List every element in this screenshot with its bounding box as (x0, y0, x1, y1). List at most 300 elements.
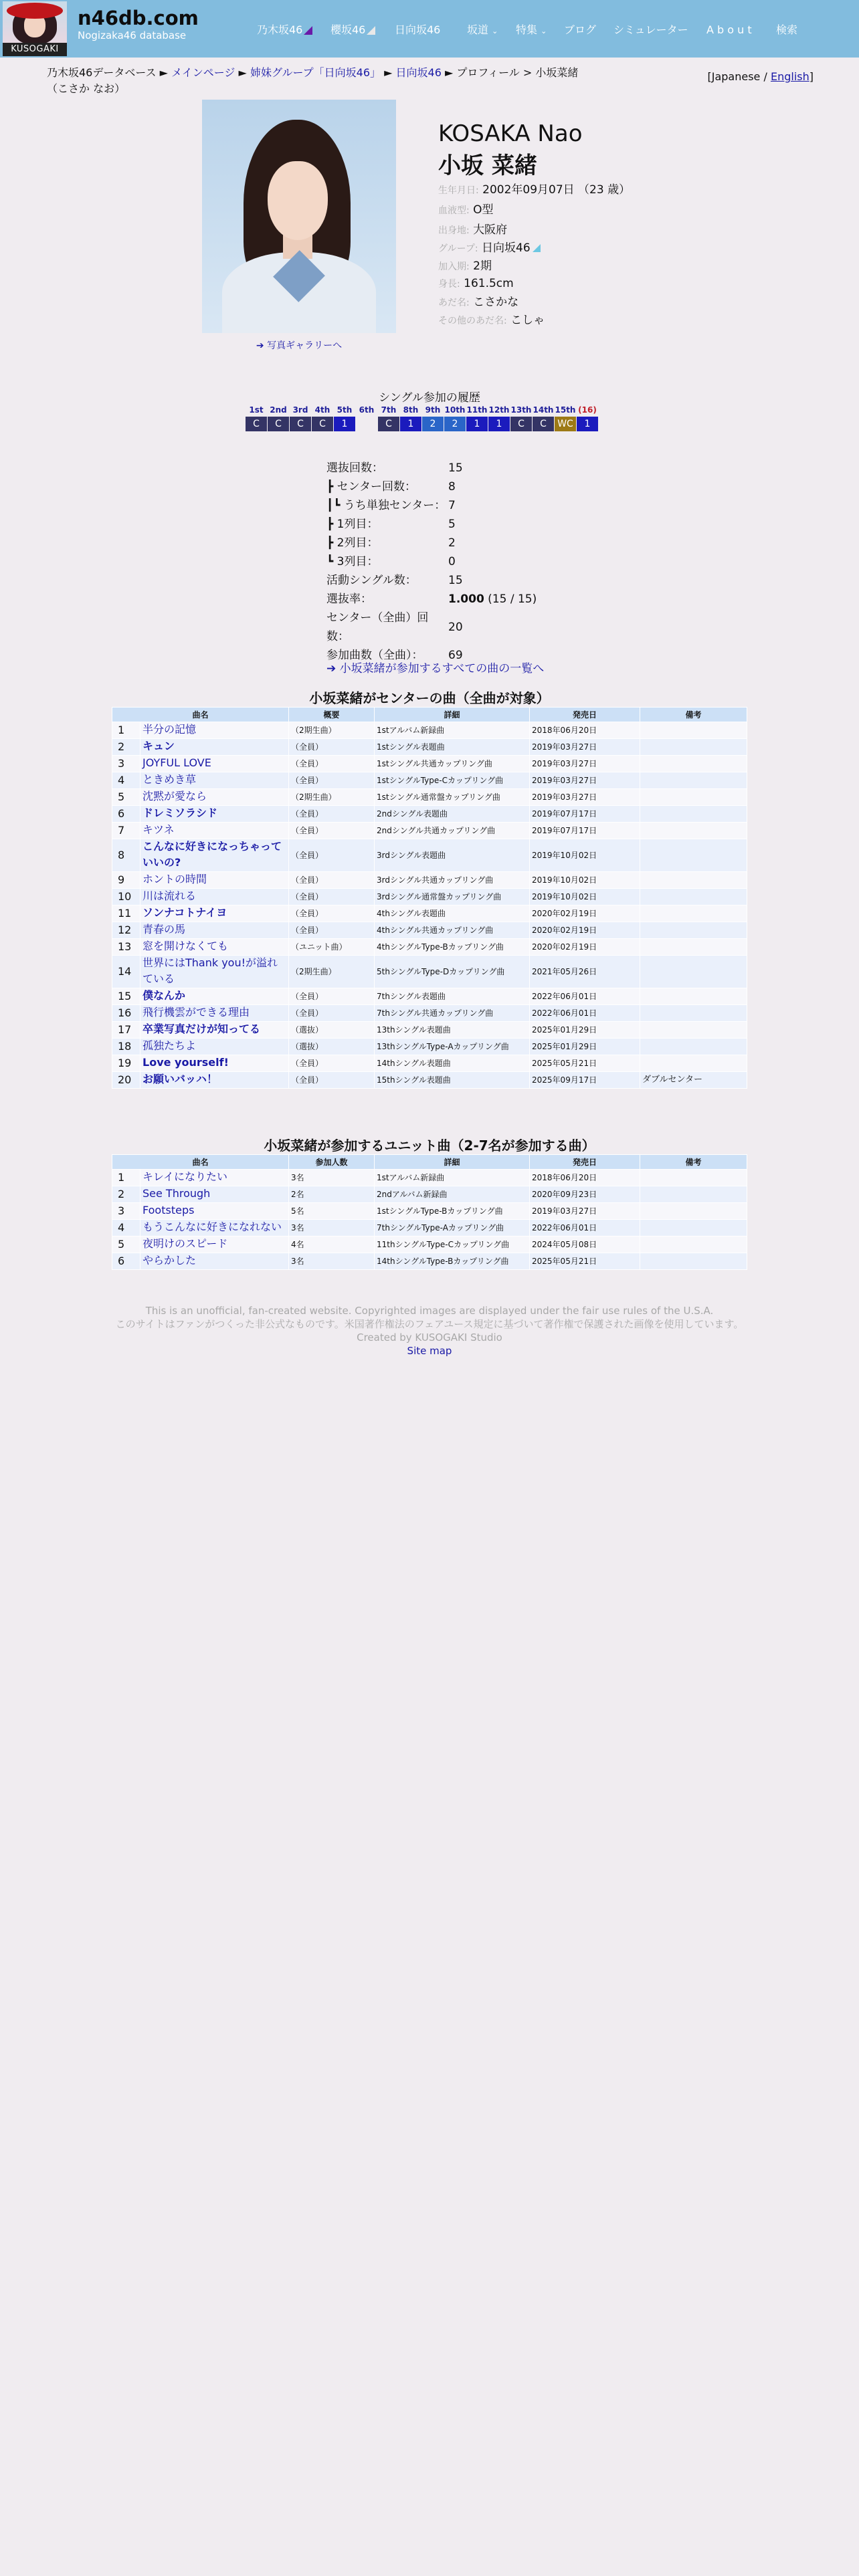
row-number: 20 (112, 1072, 140, 1089)
release-date: 2021年05月26日 (530, 956, 640, 988)
song-title-cell (140, 806, 289, 823)
release-date: 2020年02月19日 (530, 939, 640, 956)
song-title-link[interactable]: ときめき草 (142, 773, 197, 786)
breadcrumb-profile: プロフィール (456, 66, 520, 79)
member-count: 3名 (289, 1253, 375, 1270)
table-row (112, 722, 747, 739)
info-group (438, 240, 719, 257)
nav-features[interactable] (516, 23, 547, 37)
sitemap-link[interactable]: Site map (407, 1345, 452, 1357)
song-summary: （全員） (289, 905, 375, 922)
row-number: 10 (112, 889, 140, 905)
info-label: あだ名: (438, 298, 470, 308)
song-title-link[interactable]: 飛行機雲ができる理由 (142, 1006, 250, 1018)
song-detail: 3rdシングル表題曲 (375, 839, 530, 872)
column-header: 発売日 (530, 1155, 640, 1170)
song-note (640, 772, 747, 789)
single-header-cell[interactable]: 14th (533, 405, 554, 415)
single-position-cell[interactable]: C (533, 417, 554, 431)
info-value: こさかな (473, 296, 519, 309)
nav-label: 検索 (776, 23, 798, 36)
table-header-row (112, 1155, 747, 1170)
single-header-cell[interactable]: 1st (249, 405, 264, 415)
table-row (112, 789, 747, 806)
song-title-link[interactable]: もうこんなに好きになれない (142, 1220, 282, 1233)
member-count: 4名 (289, 1237, 375, 1253)
stat-label: センター（全曲）回数： (326, 611, 429, 643)
song-note: ダブルセンター (640, 1072, 747, 1089)
site-title[interactable]: n46db.com (78, 7, 199, 29)
triangle-icon (367, 26, 375, 35)
song-summary: （2期生曲） (289, 789, 375, 806)
song-title-cell (140, 789, 289, 806)
song-title-link[interactable]: キュン (142, 740, 175, 752)
stat-label: ┣ 2列目： (326, 536, 379, 550)
row-number: 1 (112, 722, 140, 739)
song-note (640, 1203, 747, 1220)
song-note (640, 889, 747, 905)
song-title-cell (140, 922, 289, 939)
footer-disclaimer-jp: このサイトはファンがつくった非公式なものです。米国著作権法のフェアユース規定に基づいて著作権で保護された画像を使用しています。 (115, 1318, 744, 1330)
info-value: こしゃ (510, 314, 545, 327)
single-position-cell[interactable]: 1 (577, 417, 598, 431)
song-summary: （2期生曲） (289, 956, 375, 988)
nav-hinatazaka[interactable] (395, 23, 440, 37)
song-detail: 13thシングルType-Aカップリング曲 (375, 1039, 530, 1055)
release-date: 2019年10月02日 (530, 839, 640, 872)
song-note (640, 756, 747, 772)
breadcrumb-separator: ► (238, 66, 247, 79)
info-blood-type (438, 202, 719, 219)
info-label: その他のあだ名: (438, 316, 507, 326)
unit-songs-table (112, 1154, 747, 1270)
nav-label: 特集 (516, 23, 538, 36)
song-title-link[interactable]: JOYFUL LOVE (142, 756, 211, 769)
info-label: グループ: (438, 243, 478, 254)
breadcrumb-sister-group[interactable]: 姉妹グループ「日向坂46」 (250, 66, 381, 79)
column-header: 詳細 (375, 1155, 530, 1170)
row-number: 19 (112, 1055, 140, 1072)
release-date: 2019年03月27日 (530, 739, 640, 756)
single-position-cell[interactable] (356, 417, 377, 431)
song-detail: 4thシングル表題曲 (375, 905, 530, 922)
row-number: 5 (112, 1237, 140, 1253)
row-number: 12 (112, 922, 140, 939)
row-number: 14 (112, 956, 140, 988)
single-header-cell[interactable]: 7th (381, 405, 397, 415)
stat-value-detail: (15 / 15) (484, 593, 537, 606)
song-title-cell (140, 1170, 289, 1186)
table-row (112, 872, 747, 889)
single-header-cell[interactable]: 3rd (292, 405, 308, 415)
song-detail: 1stシングル共通カップリング曲 (375, 756, 530, 772)
single-header-cell[interactable]: 5th (337, 405, 353, 415)
single-position-cell[interactable]: 1 (488, 417, 510, 431)
song-title-link[interactable]: キツネ (142, 823, 175, 836)
table-row (112, 1186, 747, 1203)
row-number: 13 (112, 939, 140, 956)
song-note (640, 1237, 747, 1253)
triangle-icon (533, 244, 541, 252)
info-birthday (438, 182, 719, 199)
song-title-link[interactable]: Footsteps (142, 1204, 195, 1216)
table-row (112, 956, 747, 988)
song-detail: 3rdシングル通常盤カップリング曲 (375, 889, 530, 905)
song-detail: 2ndシングル共通カップリング曲 (375, 823, 530, 839)
song-note (640, 839, 747, 872)
single-header-cell[interactable]: (16) (578, 405, 597, 415)
column-header: 備考 (640, 708, 747, 722)
release-date: 2019年10月02日 (530, 872, 640, 889)
stat-row (326, 534, 537, 552)
song-summary: （ユニット曲） (289, 939, 375, 956)
profile-photo[interactable] (202, 100, 396, 333)
site-subtitle: Nogizaka46 database (78, 29, 187, 41)
single-header-cell[interactable]: 8th (403, 405, 419, 415)
table-row (112, 922, 747, 939)
song-summary: （全員） (289, 922, 375, 939)
single-history-cell-row (246, 417, 598, 431)
row-number: 6 (112, 806, 140, 823)
row-number: 9 (112, 872, 140, 889)
nav-sakamichi[interactable] (467, 23, 498, 37)
member-count: 3名 (289, 1170, 375, 1186)
column-header: 概要 (289, 708, 375, 722)
stat-label: ┃┗ うち単独センター： (326, 499, 446, 512)
stat-value: 2 (448, 536, 456, 550)
photo-face (268, 161, 328, 240)
song-title-cell (140, 1055, 289, 1072)
single-header-cell[interactable]: 6th (359, 405, 375, 415)
song-title-link[interactable]: 夜明けのスピード (142, 1237, 228, 1250)
release-date: 2024年05月08日 (530, 1237, 640, 1253)
breadcrumb-reading: （こさか なお） (47, 82, 126, 95)
single-position-cell[interactable]: C (246, 417, 267, 431)
table-row (112, 939, 747, 956)
song-title-cell (140, 739, 289, 756)
single-history-title: シングル参加の履歴 (379, 391, 480, 405)
song-summary: （2期生曲） (289, 722, 375, 739)
row-number: 5 (112, 789, 140, 806)
nav-label: A b o u t (706, 23, 752, 36)
single-position-cell[interactable]: C (510, 417, 532, 431)
breadcrumb-main[interactable]: メインページ (171, 66, 235, 79)
song-title-link[interactable]: 卒業写真だけが知ってる (142, 1023, 261, 1035)
stat-row (326, 515, 537, 534)
song-summary: （選抜） (289, 1039, 375, 1055)
table-row (112, 806, 747, 823)
column-header: 詳細 (375, 708, 530, 722)
song-note (640, 988, 747, 1005)
song-note (640, 922, 747, 939)
single-position-cell[interactable]: WC (555, 417, 576, 431)
single-position-cell[interactable]: 2 (422, 417, 444, 431)
song-summary: （選抜） (289, 1022, 375, 1039)
stat-value: 69 (448, 649, 463, 662)
breadcrumb-separator: > (522, 66, 533, 79)
song-summary: （全員） (289, 823, 375, 839)
song-title-link[interactable]: キレイになりたい (142, 1170, 228, 1183)
song-note (640, 789, 747, 806)
song-summary: （全員） (289, 772, 375, 789)
song-title-link[interactable]: 孤独たちよ (142, 1039, 197, 1052)
song-summary: （全員） (289, 756, 375, 772)
single-header-cell[interactable]: 13th (510, 405, 532, 415)
song-note (640, 1055, 747, 1072)
nav-label: ブログ (564, 23, 597, 36)
nav-label: 櫻坂46 (330, 23, 366, 36)
breadcrumb-current: 小坂菜緒 (535, 66, 579, 79)
nav-sakurazaka[interactable] (330, 23, 375, 37)
song-title-cell (140, 772, 289, 789)
row-number: 2 (112, 739, 140, 756)
song-note (640, 1220, 747, 1237)
column-header: 曲名 (112, 1155, 289, 1170)
song-title-link[interactable]: See Through (142, 1187, 211, 1200)
stat-value (448, 590, 537, 609)
release-date: 2020年02月19日 (530, 905, 640, 922)
single-position-cell[interactable]: 1 (334, 417, 355, 431)
song-summary: （全員） (289, 1005, 375, 1022)
song-title-link[interactable]: ソンナコトナイヨ (142, 906, 227, 919)
song-title-link[interactable]: Love yourself! (142, 1056, 229, 1069)
breadcrumb (47, 65, 649, 97)
stat-label: ┗ 3列目： (326, 555, 379, 568)
song-note (640, 722, 747, 739)
stat-row (326, 609, 537, 646)
info-value: 大阪府 (473, 223, 508, 237)
song-title-link[interactable]: 川は流れる (142, 889, 197, 902)
song-title-link[interactable]: 青春の馬 (142, 923, 186, 936)
single-header-cell[interactable]: 10th (444, 405, 466, 415)
nav-label: 乃木坂46 (257, 23, 303, 36)
song-detail: 1stアルバム新録曲 (375, 1170, 530, 1186)
song-detail: 1stシングルType-Cカップリング曲 (375, 772, 530, 789)
info-label: 出身地: (438, 225, 470, 236)
song-title-cell (140, 823, 289, 839)
song-detail: 1stアルバム新録曲 (375, 722, 530, 739)
single-position-cell[interactable]: 1 (466, 417, 488, 431)
single-position-cell[interactable]: C (378, 417, 399, 431)
table-row (112, 1253, 747, 1270)
table-row (112, 889, 747, 905)
member-count: 5名 (289, 1203, 375, 1220)
breadcrumb-hinatazaka[interactable]: 日向坂46 (395, 66, 442, 79)
release-date: 2019年03月27日 (530, 756, 640, 772)
song-title-link[interactable]: 僕なんか (142, 989, 186, 1002)
nav-label: 坂道 (467, 23, 489, 36)
nav-search[interactable] (776, 23, 797, 37)
unit-songs-title: 小坂菜緒が参加するユニット曲（2-7名が参加する曲） (264, 1138, 595, 1154)
nav-about[interactable] (706, 23, 752, 37)
info-hometown (438, 222, 719, 239)
row-number: 17 (112, 1022, 140, 1039)
table-row (112, 1203, 747, 1220)
song-summary: （全員） (289, 1072, 375, 1089)
release-date: 2018年06月20日 (530, 1170, 640, 1186)
stat-row (326, 477, 537, 496)
row-number: 2 (112, 1186, 140, 1203)
breadcrumb-root: 乃木坂46データベース (47, 66, 157, 79)
single-header-cell[interactable]: 9th (425, 405, 441, 415)
song-title-link[interactable]: 半分の記憶 (142, 723, 197, 736)
song-title-cell (140, 1237, 289, 1253)
release-date: 2019年03月27日 (530, 789, 640, 806)
single-position-cell[interactable]: C (268, 417, 289, 431)
song-detail: 7thシングルType-Aカップリング曲 (375, 1220, 530, 1237)
table-row (112, 823, 747, 839)
stat-label: 選抜率： (326, 593, 372, 606)
single-header-cell[interactable]: 2nd (270, 405, 287, 415)
member-name-jp: 小坂 菜緒 (438, 152, 537, 179)
release-date: 2019年03月27日 (530, 1203, 640, 1220)
song-title-cell (140, 1072, 289, 1089)
song-note (640, 1022, 747, 1039)
nav-simulator[interactable] (613, 23, 688, 37)
nav-blog[interactable] (564, 23, 596, 37)
song-title-link[interactable]: こんなに好きになっちゃっていいの? (142, 840, 282, 869)
song-title-cell (140, 839, 289, 872)
song-title-link[interactable]: 世界にはThank you!が溢れている (142, 956, 278, 985)
stat-value: 8 (448, 480, 456, 494)
song-title-cell (140, 988, 289, 1005)
table-row (112, 1039, 747, 1055)
row-number: 4 (112, 1220, 140, 1237)
table-row (112, 1072, 747, 1089)
song-note (640, 1005, 747, 1022)
table-row (112, 839, 747, 872)
lang-slash: / (763, 70, 767, 83)
stat-value: 15 (448, 461, 463, 475)
info-value: 2002年09月07日 （23 歳） (482, 183, 631, 197)
single-position-cell[interactable]: C (312, 417, 333, 431)
single-header-cell[interactable]: 4th (314, 405, 330, 415)
song-detail: 4thシングル共通カップリング曲 (375, 922, 530, 939)
single-history-header-row (246, 404, 598, 416)
chevron-down-icon: ⌄ (492, 27, 498, 35)
single-position-cell[interactable]: C (290, 417, 311, 431)
single-history-grid (245, 403, 599, 432)
footer-disclaimer-en: This is an unofficial, fan-created website. Copyrighted images are displayed under the fair use rules of the U.S.A. (145, 1305, 714, 1317)
single-header-cell[interactable]: 15th (555, 405, 576, 415)
breadcrumb-separator: ► (159, 66, 168, 79)
table-row (112, 1220, 747, 1237)
footer-sitemap (0, 1344, 859, 1358)
single-position-cell[interactable]: 1 (400, 417, 421, 431)
stat-label: 活動シングル数： (326, 574, 417, 587)
song-summary: （全員） (289, 1055, 375, 1072)
song-note (640, 872, 747, 889)
logo-hat (7, 3, 63, 19)
footer-credit: Created by KUSOGAKI Studio (357, 1331, 502, 1344)
stat-value: 5 (448, 518, 456, 531)
release-date: 2025年05月21日 (530, 1055, 640, 1072)
song-note (640, 1253, 747, 1270)
row-number: 11 (112, 905, 140, 922)
nav-nogizaka[interactable] (257, 23, 312, 37)
table-row (112, 756, 747, 772)
release-date: 2020年02月19日 (530, 922, 640, 939)
release-date: 2025年09月17日 (530, 1072, 640, 1089)
breadcrumb-separator: ► (384, 66, 393, 79)
info-other-nickname (438, 312, 719, 329)
stat-value: 0 (448, 555, 456, 568)
song-title-link[interactable]: 窓を開けなくても (142, 940, 229, 952)
row-number: 16 (112, 1005, 140, 1022)
chevron-down-icon: ⌄ (541, 27, 547, 35)
release-date: 2019年03月27日 (530, 772, 640, 789)
member-stats (326, 459, 537, 665)
info-value: 2期 (473, 259, 492, 273)
song-note (640, 739, 747, 756)
song-title-cell (140, 939, 289, 956)
song-title-cell (140, 1022, 289, 1039)
song-title-cell (140, 1039, 289, 1055)
table-row (112, 1022, 747, 1039)
song-title-link[interactable]: やらかした (142, 1254, 197, 1267)
column-header: 参加人数 (289, 1155, 375, 1170)
breadcrumb-separator: ► (445, 66, 454, 79)
song-title-link[interactable]: ドレミソラシド (142, 807, 218, 819)
song-title-link[interactable]: 沈黙が愛なら (142, 790, 207, 802)
info-generation (438, 258, 719, 275)
language-switch (708, 70, 814, 84)
release-date: 2019年07月17日 (530, 823, 640, 839)
lang-english-link[interactable]: English (770, 70, 809, 83)
row-number: 1 (112, 1170, 140, 1186)
stat-label: ┣ 1列目： (326, 518, 379, 531)
center-songs-title: 小坂菜緒がセンターの曲（全曲が対象） (309, 690, 550, 706)
song-title-cell (140, 956, 289, 988)
release-date: 2022年06月01日 (530, 988, 640, 1005)
row-number: 3 (112, 1203, 140, 1220)
song-title-cell (140, 905, 289, 922)
row-number: 3 (112, 756, 140, 772)
release-date: 2022年06月01日 (530, 1220, 640, 1237)
song-detail: 2ndシングル表題曲 (375, 806, 530, 823)
single-header-cell[interactable]: 11th (466, 405, 488, 415)
song-detail: 1stシングル通常盤カップリング曲 (375, 789, 530, 806)
song-title-link[interactable]: お願いバッハ！ (142, 1073, 218, 1085)
single-header-cell[interactable]: 12th (488, 405, 510, 415)
stat-row (326, 459, 537, 477)
all-songs-link[interactable]: ➔ 小坂菜緒が参加するすべての曲の一覧へ (326, 662, 545, 675)
song-title-cell (140, 872, 289, 889)
single-position-cell[interactable]: 2 (444, 417, 466, 431)
table-row (112, 1005, 747, 1022)
photo-gallery-link[interactable]: ➔ 写真ギャラリーへ (256, 340, 343, 351)
release-date: 2025年01月29日 (530, 1022, 640, 1039)
song-title-cell (140, 1253, 289, 1270)
song-detail: 7thシングル表題曲 (375, 988, 530, 1005)
song-summary: （全員） (289, 806, 375, 823)
lang-close: ] (809, 70, 814, 83)
release-date: 2025年01月29日 (530, 1039, 640, 1055)
song-note (640, 939, 747, 956)
stat-label: 選抜回数： (326, 461, 383, 475)
nav-label: シミュレーター (613, 23, 688, 36)
stat-row (326, 590, 537, 609)
site-logo[interactable] (3, 1, 67, 56)
unit-songs-body (112, 1170, 747, 1270)
song-detail: 11thシングルType-Cカップリング曲 (375, 1237, 530, 1253)
song-summary: （全員） (289, 839, 375, 872)
song-title-cell (140, 722, 289, 739)
lang-japanese: [Japanese (707, 70, 761, 83)
song-note (640, 1170, 747, 1186)
song-title-link[interactable]: ホントの時間 (142, 873, 207, 885)
nav-label: 日向坂46 (395, 23, 441, 36)
